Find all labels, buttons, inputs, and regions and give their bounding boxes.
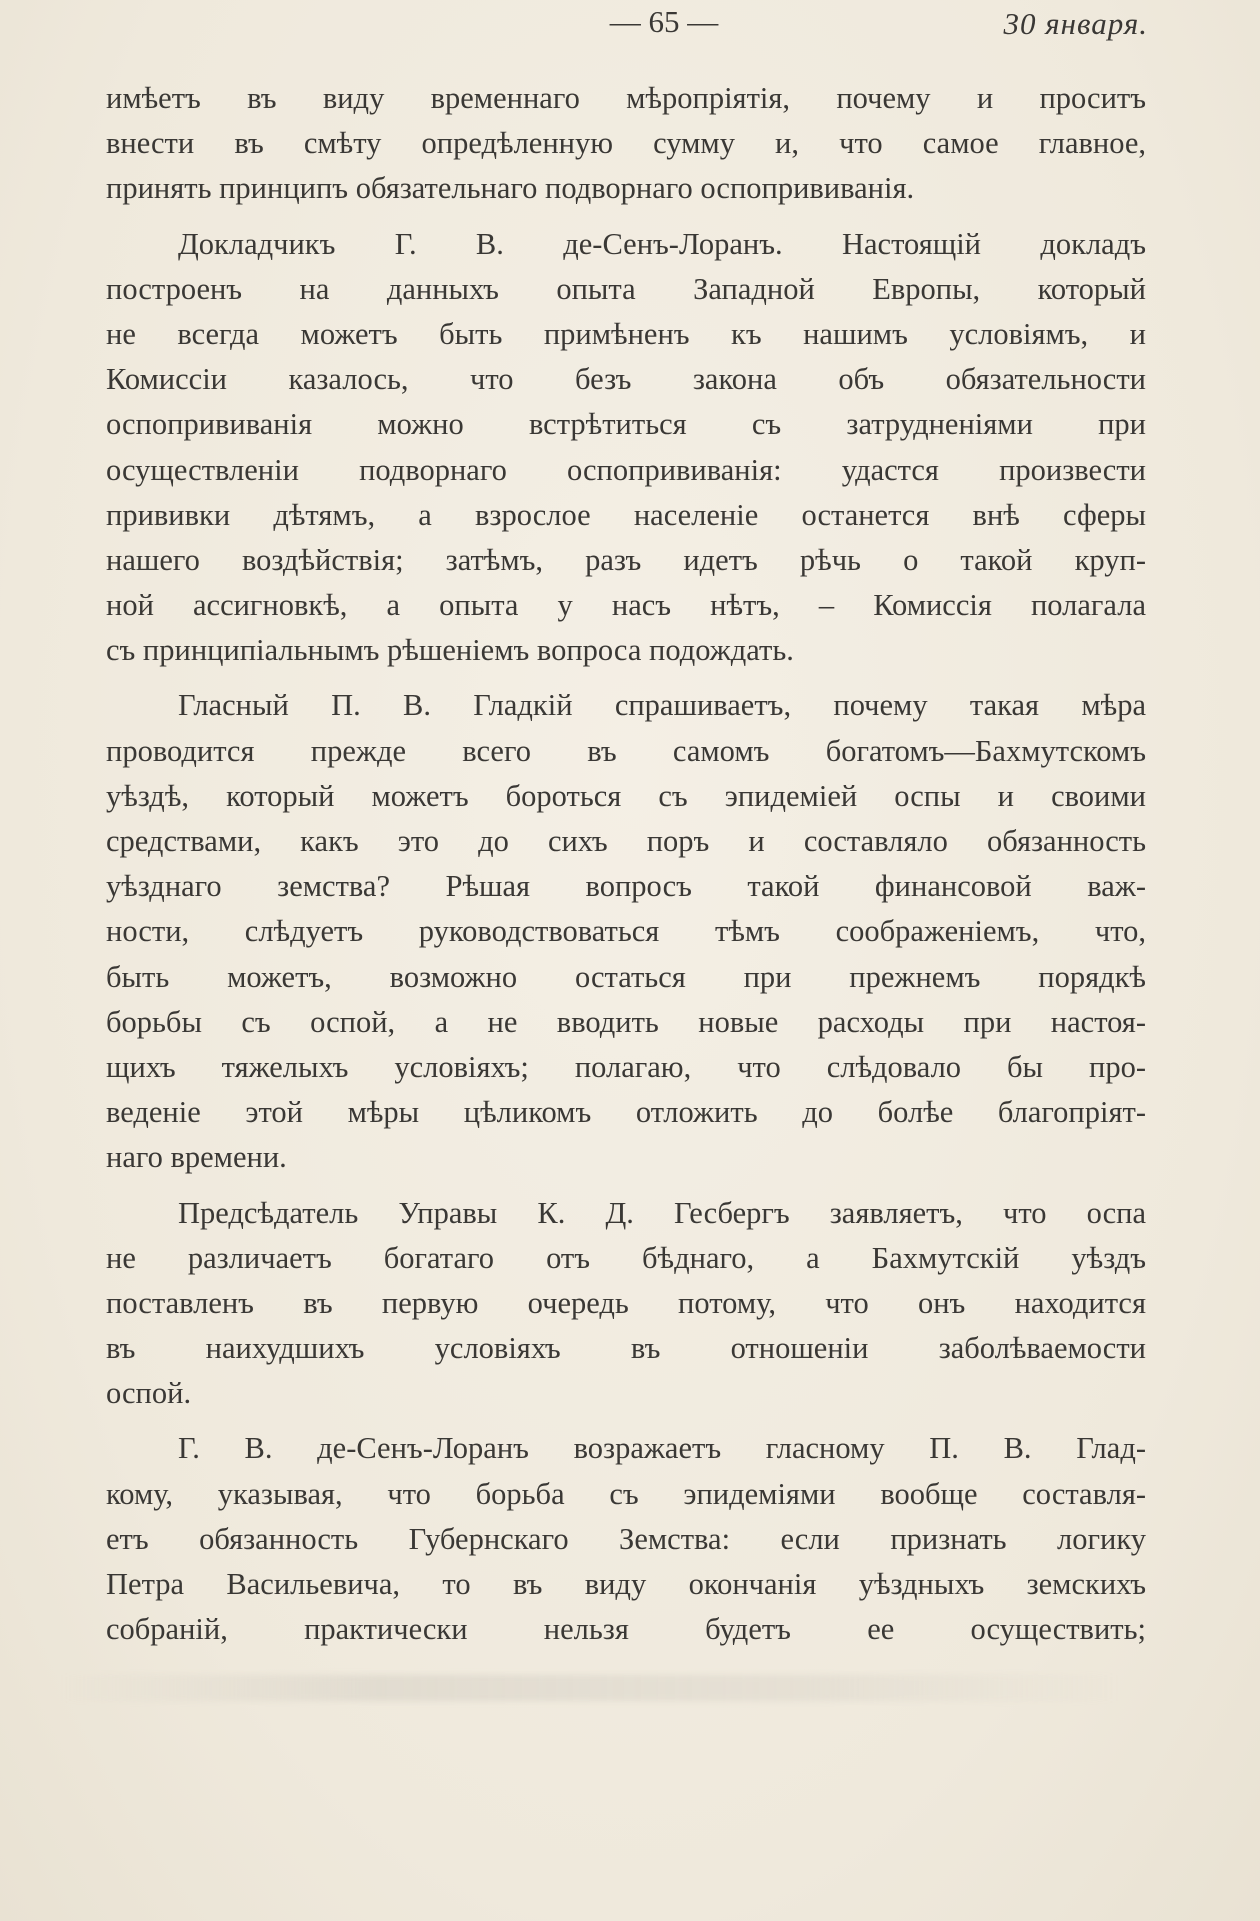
paragraph — [106, 683, 1146, 1180]
text-line: борьбы съ оспой, а не вводить новые расходы при настоя- — [106, 1004, 1146, 1039]
text-line: быть можетъ, возможно остаться при прежнемъ порядкѣ — [106, 959, 1146, 994]
text-line: принять принципъ обязательнаго подворнаго оспопрививанія. — [106, 171, 915, 206]
text-line: веденіе этой мѣры цѣликомъ отложить до болѣе благопріят- — [106, 1095, 1146, 1130]
text-line: въ наихудшихъ условіяхъ въ отношеніи заболѣваемости — [106, 1331, 1146, 1366]
text-line: осуществленіи подворнаго оспопрививанія: удастся произвести — [106, 452, 1146, 487]
text-line: ности, слѣдуетъ руководствоваться тѣмъ соображеніемъ, что, — [106, 914, 1146, 949]
text-line: нашего воздѣйствія; затѣмъ, разъ идетъ рѣчь о такой круп- — [106, 542, 1146, 577]
text-line: съ принципіальнымъ рѣшеніемъ вопроса подождать. — [106, 633, 794, 668]
text-line: Петра Васильевича, то въ виду окончанія уѣздныхъ земскихъ — [106, 1567, 1146, 1601]
text-line: не всегда можетъ быть примѣненъ къ нашимъ условіямъ, и — [106, 316, 1146, 351]
text-line: кому, указывая, что борьба съ эпидеміями вообще составля- — [106, 1476, 1146, 1511]
paragraph — [106, 1426, 1146, 1652]
text-line: поставленъ въ первую очередь потому, что онъ находится — [106, 1285, 1146, 1320]
text-line: прививки дѣтямъ, а взрослое населеніе останется внѣ сферы — [106, 497, 1146, 532]
text-line: ной ассигновкѣ, а опыта у насъ нѣтъ, – Комиссія полагала — [106, 588, 1146, 623]
print-smudge — [60, 1675, 1120, 1701]
text-line: Г. В. де-Сенъ-Лоранъ возражаетъ гласному П. В. Глад- — [178, 1431, 1146, 1466]
text-line: собраній, практически нельзя будетъ ее осуществить; — [106, 1612, 1146, 1647]
text-line: Предсѣдатель Управы К. Д. Гесбергъ заявляетъ, что оспа — [178, 1195, 1146, 1230]
text-line: проводится прежде всего въ самомъ богатомъ—Бахмутскомъ — [106, 733, 1146, 768]
paragraph — [106, 76, 1146, 212]
text-line: щихъ тяжелыхъ условіяхъ; полагаю, что слѣдовало бы про- — [106, 1049, 1146, 1084]
text-line: етъ обязанность Губернскаго Земства: если признать логику — [106, 1521, 1146, 1556]
running-head-date: 30 января. — [1003, 6, 1148, 41]
text-line: Комиссіи казалось, что безъ закона объ обязательности — [106, 362, 1146, 397]
text-line: уѣзднаго земства? Рѣшая вопросъ такой финансовой важ- — [106, 869, 1146, 904]
text-line: внести въ смѣту опредѣленную сумму и, что самое главное, — [106, 126, 1146, 161]
page-number: — 65 — — [609, 4, 719, 39]
text-line: средствами, какъ это до сихъ поръ и составляло обязанность — [106, 824, 1146, 858]
text-line: оспой. — [106, 1376, 192, 1411]
text-line: уѣздѣ, который можетъ бороться съ эпидеміей оспы и своими — [106, 778, 1146, 813]
paragraph — [106, 222, 1146, 674]
text-line: оспопрививанія можно встрѣтиться съ затрудненіями при — [106, 407, 1146, 442]
text-line: Гласный П. В. Гладкій спрашиваетъ, почему такая мѣра — [178, 688, 1146, 723]
page-header — [104, 4, 1148, 48]
text-line: не различаетъ богатаго отъ бѣднаго, а Бахмутскій уѣздъ — [106, 1240, 1146, 1275]
text-line: Докладчикъ Г. В. де-Сенъ-Лоранъ. Настоящій докладъ — [178, 226, 1146, 261]
text-line: наго времени. — [106, 1140, 287, 1175]
paragraph — [106, 1191, 1146, 1417]
body-text — [106, 76, 1146, 1652]
text-line: построенъ на данныхъ опыта Западной Европы, который — [106, 271, 1146, 306]
text-line: имѣетъ въ виду временнаго мѣропріятія, почему и проситъ — [106, 81, 1146, 115]
